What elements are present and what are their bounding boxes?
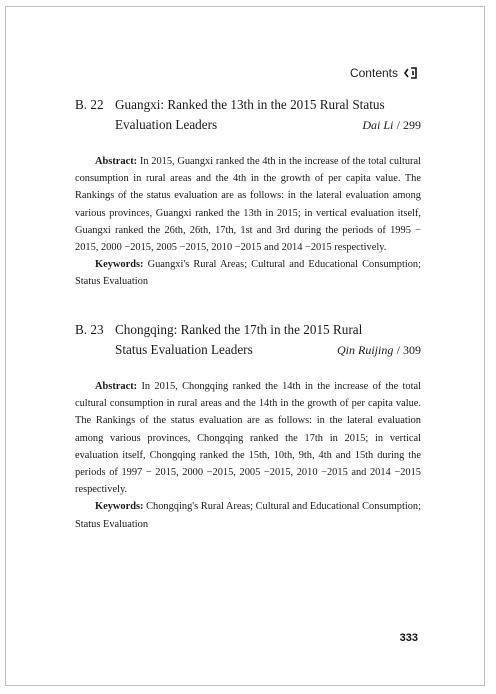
toc-entry-b22[interactable] <box>75 95 421 291</box>
entry-abstract <box>75 378 421 533</box>
abstract-text: In 2015, Chongqing ranked the 14th in the increase of the total cultural consumption in rural areas and the 14th in the growth of per capita value. The Rankings of the status evaluation are as follows: in the lateral evaluation among various provinces, Chongqing ranked the 17th in 2015; in vertical evaluation itself, Chongqing ranked the 15th, 10th, 9th, 4th and 15th during the periods of 1997 − 2015, 2000 −2015, 2005 −2015, 2010 −2015 and 2014 −2015 respectively. <box>75 381 421 496</box>
entry-title[interactable] <box>75 95 421 135</box>
entry-author: Dai Li <box>362 118 394 132</box>
entry-number: B. 22 <box>75 97 104 112</box>
page-number: 333 <box>399 632 418 644</box>
entry-author: Qin Ruijing <box>337 343 394 357</box>
keywords-text: Chongqing's Rural Areas; Cultural and Educational Consumption; Status Evaluation <box>75 501 421 530</box>
contents-return-icon[interactable] <box>404 66 418 80</box>
entry-number: B. 23 <box>75 322 104 337</box>
entry-title[interactable] <box>75 320 421 360</box>
keywords-text: Guangxi's Rural Areas; Cultural and Educational Consumption; Status Evaluation <box>75 259 421 288</box>
toc-entry-b23[interactable] <box>75 320 421 533</box>
abstract-label: Abstract: <box>95 156 138 167</box>
entry-title-line1: Guangxi: Ranked the 13th in the 2015 Rural Status <box>115 97 385 112</box>
header-label: Contents <box>349 66 398 80</box>
abstract-label: Abstract: <box>95 381 138 392</box>
entry-abstract <box>75 153 421 291</box>
entry-title-line2: Status Evaluation Leaders <box>115 342 253 357</box>
running-header <box>350 66 418 80</box>
entry-title-line1: Chongqing: Ranked the 17th in the 2015 Rural <box>115 322 363 337</box>
keywords-label: Keywords: <box>95 259 144 271</box>
entry-page: / 299 <box>396 118 421 132</box>
keywords-label: Keywords: <box>95 501 144 513</box>
entry-title-line2: Evaluation Leaders <box>115 117 218 132</box>
abstract-text: In 2015, Guangxi ranked the 4th in the increase of the total cultural consumption in rural areas and the 4th in the growth of per capita value. The Rankings of the status evaluation are as follows: in the lateral evaluation among various provinces, Guangxi ranked the 13th in 2015; in vertical evaluation itself, Guangxi ranked the 26th, 26th, 17th, 1st and 3rd during the periods of 1995 − 2015, 2000 −2015, 2005 −2015, 2010 −2015 and 2014 −2015 respectively. <box>75 156 421 254</box>
entry-page: / 309 <box>396 343 421 357</box>
